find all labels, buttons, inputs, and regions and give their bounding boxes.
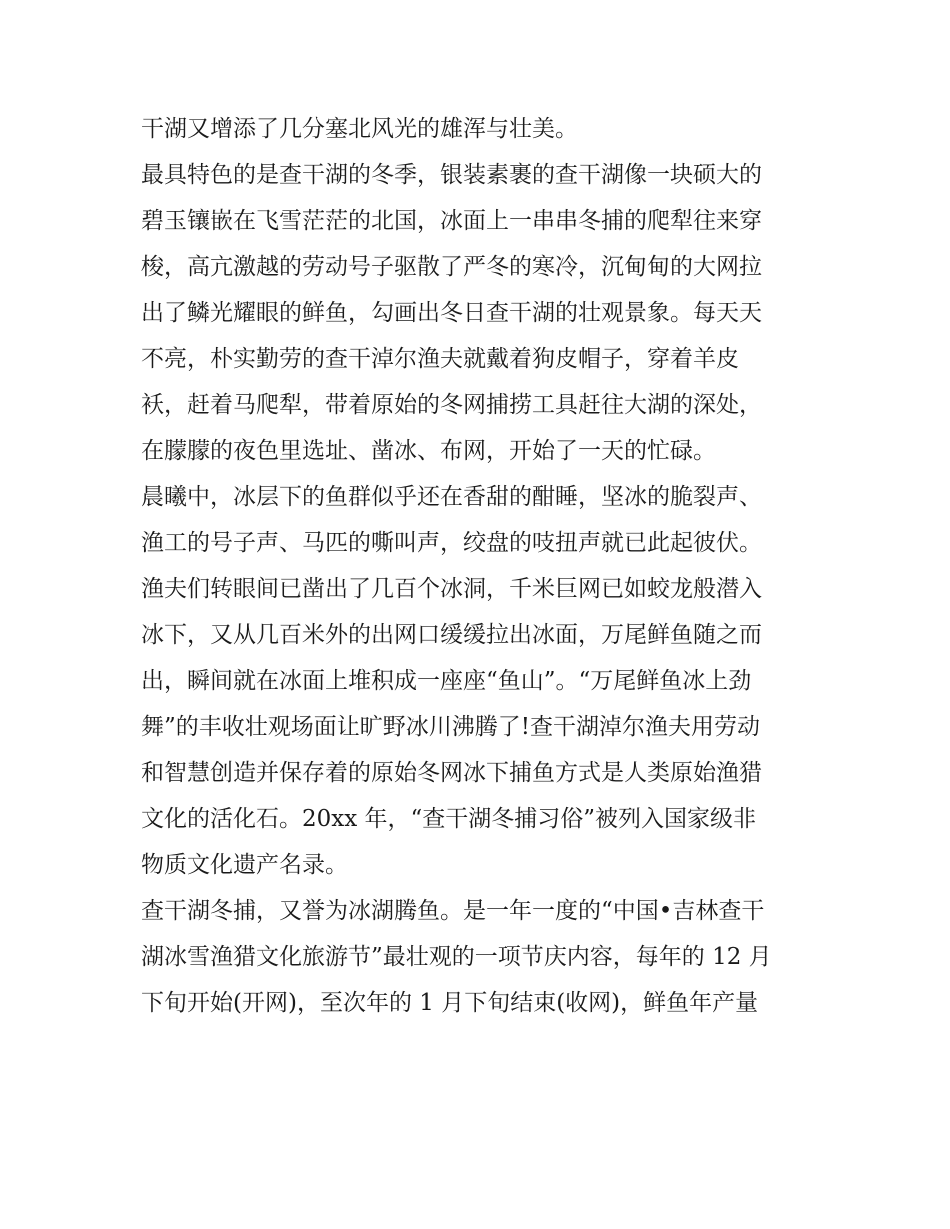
text-line: 干湖又增添了几分塞北风光的雄浑与壮美。 [141,116,578,142]
text-line: 梭，高亢激越的劳动号子驱散了严冬的寒冷，沉甸甸的大网拉 [141,254,762,280]
text-line: 冰下，又从几百米外的出网口缓缓拉出冰面，万尾鲜鱼随之而 [141,622,762,648]
text-line: 查干湖冬捕，又誉为冰湖腾鱼。是一年一度的“中国•吉林查干 [141,898,765,924]
text-line: 袄，赶着马爬犁，带着原始的冬网捕捞工具赶往大湖的深处， [141,392,762,418]
text-line: 渔工的号子声、马匹的嘶叫声，绞盘的吱扭声就已此起彼伏。 [141,530,762,556]
text-line: 文化的活化石。20xx 年，“查干湖冬捕习俗”被列入国家级非 [141,806,757,832]
text-line: 在朦朦的夜色里选址、凿冰、布网，开始了一天的忙碌。 [141,438,716,464]
text-line: 碧玉镶嵌在飞雪茫茫的北国，冰面上一串串冬捕的爬犁往来穿 [141,208,762,234]
text-line: 晨曦中，冰层下的鱼群似乎还在香甜的酣睡，坚冰的脆裂声、 [141,484,762,510]
text-line: 出，瞬间就在冰面上堆积成一座座“鱼山”。“万尾鲜鱼冰上劲 [141,668,752,694]
text-line: 出了鳞光耀眼的鲜鱼，勾画出冬日查干湖的壮观景象。每天天 [141,300,762,326]
text-line: 下旬开始(开网)，至次年的 1 月下旬结束(收网)，鲜鱼年产量 [141,990,759,1016]
text-line: 舞”的丰收壮观场面让旷野冰川沸腾了!查干湖淖尔渔夫用劳动 [141,714,761,740]
body-text [141,106,821,1026]
text-line: 渔夫们转眼间已凿出了几百个冰洞，千米巨网已如蛟龙般潜入 [141,576,762,602]
text-line: 物质文化遗产名录。 [141,852,348,878]
text-line: 最具特色的是查干湖的冬季，银装素裹的查干湖像一块硕大的 [141,162,762,188]
text-line: 不亮，朴实勤劳的查干淖尔渔夫就戴着狗皮帽子，穿着羊皮 [141,346,739,372]
text-line: 湖冰雪渔猎文化旅游节”最壮观的一项节庆内容，每年的 12 月 [141,944,772,970]
text-line: 和智慧创造并保存着的原始冬网冰下捕鱼方式是人类原始渔猎 [141,760,762,786]
